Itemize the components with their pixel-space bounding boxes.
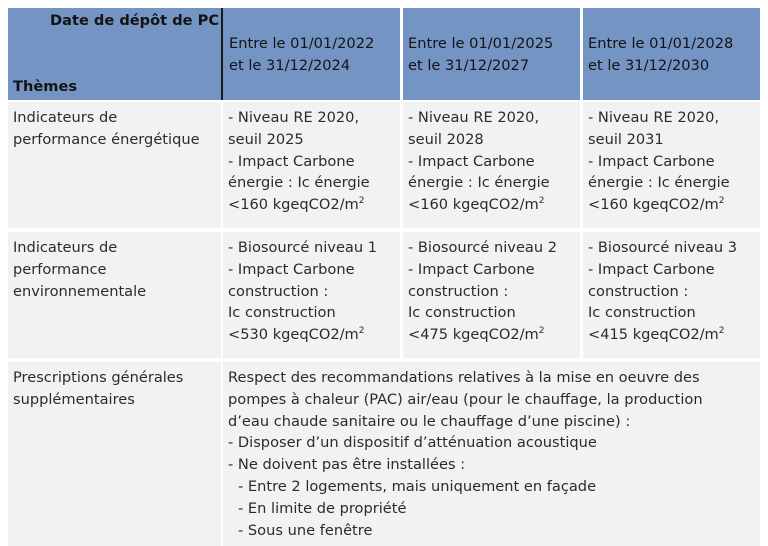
energy-cell-period-2	[403, 102, 580, 228]
cell-line: énergie : Ic énergie	[408, 174, 550, 192]
header-corner-cell	[8, 8, 221, 100]
unit-superscript: 2	[718, 196, 725, 207]
header-period-3-line-2: et le 31/12/2030	[588, 56, 710, 74]
cell-line: - Niveau RE 2020,	[588, 109, 720, 126]
theme-environment-line-3: environnementale	[13, 282, 147, 300]
unit-text: <530 kgeqCO2/m	[228, 326, 359, 344]
header-period-2	[403, 8, 580, 100]
prescription-bullet: - Ne doivent pas être installées :	[228, 456, 466, 474]
theme-cell-energy	[8, 102, 221, 228]
theme-prescriptions-line-1: Prescriptions générales	[13, 369, 184, 386]
cell-line: énergie : Ic énergie	[228, 174, 370, 192]
prescription-sub-bullet: - Sous une fenêtre	[238, 521, 373, 539]
theme-prescriptions-line-2: supplémentaires	[13, 390, 135, 408]
unit-superscript: 2	[538, 196, 545, 207]
energy-cell-period-3	[583, 102, 760, 228]
theme-environment-line-2: performance	[13, 260, 107, 278]
cell-line: Ic construction	[588, 304, 696, 322]
environment-cell-period-1	[223, 232, 400, 358]
cell-line: construction :	[408, 282, 509, 300]
cell-line: - Impact Carbone	[228, 152, 355, 170]
header-period-1-line-1: Entre le 01/01/2022	[229, 35, 375, 52]
cell-line: - Biosourcé niveau 3	[588, 239, 738, 256]
cell-line: Ic construction	[408, 304, 516, 322]
energy-cell-period-1	[223, 102, 400, 228]
header-period-1-line-2: et le 31/12/2024	[229, 56, 351, 74]
cell-line: - Impact Carbone	[408, 152, 535, 170]
cell-line: - Impact Carbone	[588, 260, 715, 278]
unit-text: <160 kgeqCO2/m	[588, 196, 719, 214]
cell-line: construction :	[228, 282, 329, 300]
unit-superscript: 2	[538, 326, 545, 337]
cell-line: - Biosourcé niveau 1	[228, 239, 378, 256]
cell-line-unit	[228, 194, 400, 216]
theme-energy-line-1: Indicateurs de	[13, 109, 118, 126]
theme-cell-environment	[8, 232, 221, 358]
unit-text: <415 kgeqCO2/m	[588, 326, 719, 344]
environment-cell-period-2	[403, 232, 580, 358]
header-period-3-line-1: Entre le 01/01/2028	[588, 35, 734, 52]
prescription-bullet: - Disposer d’un dispositif d’atténuation acoustique	[228, 434, 597, 452]
cell-line: énergie : Ic énergie	[588, 174, 730, 192]
cell-line: seuil 2028	[408, 130, 484, 148]
header-period-3	[583, 8, 760, 100]
environment-cell-period-3	[583, 232, 760, 358]
cell-line: seuil 2025	[228, 130, 304, 148]
cell-line: - Biosourcé niveau 2	[408, 239, 558, 256]
header-period-1	[223, 8, 400, 100]
cell-line: - Impact Carbone	[588, 152, 715, 170]
cell-line: construction :	[588, 282, 689, 300]
header-themes-label: Thèmes	[13, 78, 78, 95]
unit-superscript: 2	[358, 196, 365, 207]
cell-line-unit	[408, 324, 580, 346]
cell-line: Ic construction	[228, 304, 336, 322]
cell-line-unit	[588, 324, 760, 346]
header-period-2-line-2: et le 31/12/2027	[408, 56, 530, 74]
cell-line-unit	[408, 194, 580, 216]
cell-line: - Impact Carbone	[408, 260, 535, 278]
prescription-sub-bullet: - En limite de propriété	[238, 499, 407, 517]
unit-text: <160 kgeqCO2/m	[228, 196, 359, 214]
unit-superscript: 2	[358, 326, 365, 337]
header-period-2-line-1: Entre le 01/01/2025	[408, 35, 554, 52]
unit-text: <160 kgeqCO2/m	[408, 196, 539, 214]
prescriptions-cell	[223, 362, 760, 546]
prescription-line: d’eau chaude sanitaire ou le chauffage d’une piscine) :	[228, 412, 631, 430]
cell-line: - Niveau RE 2020,	[408, 109, 540, 126]
unit-text: <475 kgeqCO2/m	[408, 326, 539, 344]
cell-line: - Niveau RE 2020,	[228, 109, 360, 126]
cell-line-unit	[588, 194, 760, 216]
prescription-sub-bullet: - Entre 2 logements, mais uniquement en façade	[238, 477, 597, 495]
cell-line: seuil 2031	[588, 130, 664, 148]
cell-line: - Impact Carbone	[228, 260, 355, 278]
theme-cell-prescriptions	[8, 362, 221, 546]
prescription-line: pompes à chaleur (PAC) air/eau (pour le chauffage, la production	[228, 390, 703, 408]
prescription-line: Respect des recommandations relatives à la mise en oeuvre des	[228, 369, 700, 386]
header-date-label: Date de dépôt de PC	[50, 12, 220, 29]
cell-line-unit	[228, 324, 400, 346]
theme-environment-line-1: Indicateurs de	[13, 239, 118, 256]
unit-superscript: 2	[718, 326, 725, 337]
theme-energy-line-2: performance énergétique	[13, 130, 200, 148]
